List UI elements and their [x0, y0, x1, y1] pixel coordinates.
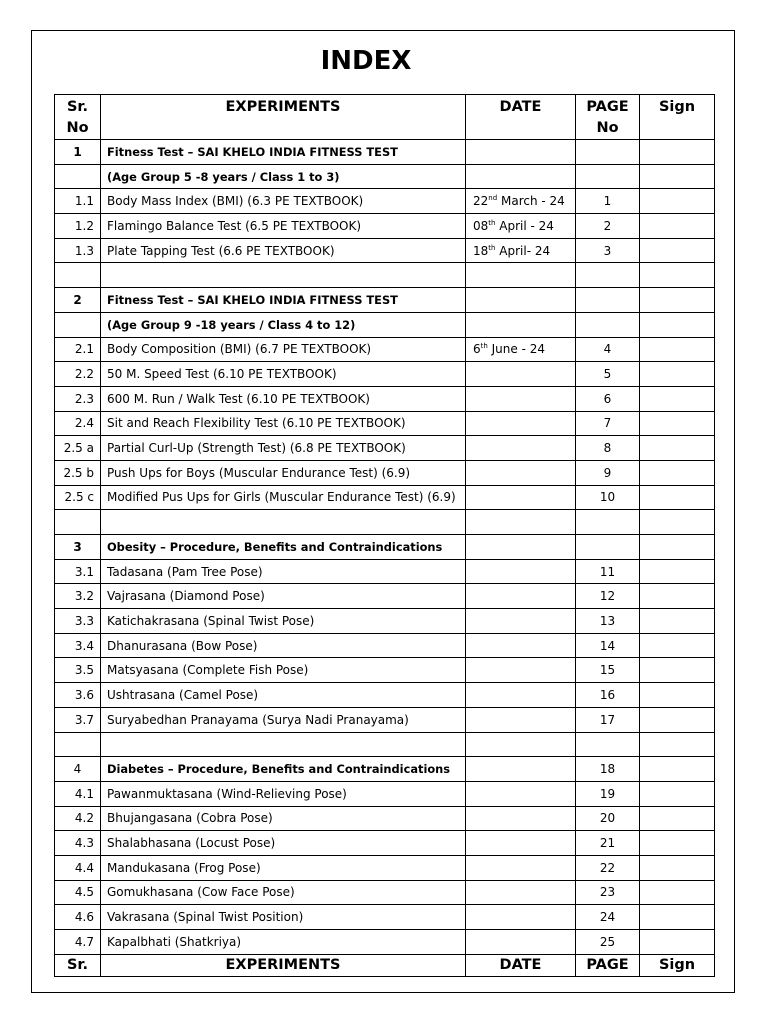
table-row	[55, 312, 715, 337]
date-cell	[466, 880, 576, 905]
page-number-cell	[576, 164, 640, 189]
sr-cell: 4.6	[55, 905, 101, 930]
sr-cell: 3.1	[55, 559, 101, 584]
experiment-cell: Plate Tapping Test (6.6 PE TEXTBOOK)	[101, 238, 466, 263]
sr-cell: 1	[55, 140, 101, 165]
experiment-cell: Kapalbhati (Shatkriya)	[101, 930, 466, 955]
table-row	[55, 411, 715, 436]
index-table	[54, 94, 715, 977]
sign-cell	[640, 460, 715, 485]
date-cell	[466, 781, 576, 806]
date-cell: 6th June - 24	[466, 337, 576, 362]
table-row	[55, 806, 715, 831]
sr-cell: 4.2	[55, 806, 101, 831]
table-row	[55, 584, 715, 609]
page-number-cell: 14	[576, 633, 640, 658]
page-number-cell: 12	[576, 584, 640, 609]
sign-cell	[640, 707, 715, 732]
date-cell: 22nd March - 24	[466, 189, 576, 214]
sign-cell	[640, 559, 715, 584]
sign-cell	[640, 880, 715, 905]
experiment-cell: Tadasana (Pam Tree Pose)	[101, 559, 466, 584]
date-cell	[466, 164, 576, 189]
table-row	[55, 337, 715, 362]
sr-cell: 1.2	[55, 214, 101, 239]
page-number-cell: 20	[576, 806, 640, 831]
experiment-cell: Flamingo Balance Test (6.5 PE TEXTBOOK)	[101, 214, 466, 239]
table-row	[55, 683, 715, 708]
table-row	[55, 214, 715, 239]
table-row	[55, 510, 715, 535]
sr-cell: 1.1	[55, 189, 101, 214]
experiment-cell: Body Mass Index (BMI) (6.3 PE TEXTBOOK)	[101, 189, 466, 214]
page-number-cell: 15	[576, 658, 640, 683]
table-row	[55, 436, 715, 461]
sr-cell: 3.7	[55, 707, 101, 732]
date-cell	[466, 806, 576, 831]
date-cell	[466, 732, 576, 757]
date-cell	[466, 831, 576, 856]
sign-cell	[640, 831, 715, 856]
sr-cell	[55, 510, 101, 535]
sign-cell	[640, 436, 715, 461]
experiment-cell: 600 M. Run / Walk Test (6.10 PE TEXTBOOK)	[101, 386, 466, 411]
date-cell	[466, 386, 576, 411]
sign-cell	[640, 485, 715, 510]
experiment-cell: Fitness Test – SAI KHELO INDIA FITNESS TEST	[101, 288, 466, 313]
date-cell	[466, 436, 576, 461]
page-number-cell	[576, 263, 640, 288]
footer-page: PAGE	[576, 954, 640, 976]
page-number-cell: 24	[576, 905, 640, 930]
date-cell	[466, 683, 576, 708]
sign-cell	[640, 683, 715, 708]
sign-cell	[640, 930, 715, 955]
sign-cell	[640, 238, 715, 263]
table-row	[55, 386, 715, 411]
table-row	[55, 905, 715, 930]
sign-cell	[640, 905, 715, 930]
date-cell	[466, 930, 576, 955]
sign-cell	[640, 288, 715, 313]
sign-cell	[640, 214, 715, 239]
page-number-cell: 19	[576, 781, 640, 806]
date-cell: 08th April - 24	[466, 214, 576, 239]
header-experiments: EXPERIMENTS	[101, 95, 466, 140]
sign-cell	[640, 806, 715, 831]
page-number-cell: 4	[576, 337, 640, 362]
table-row	[55, 263, 715, 288]
sr-cell: 4.1	[55, 781, 101, 806]
page-number-cell: 17	[576, 707, 640, 732]
sr-cell: 2.3	[55, 386, 101, 411]
experiment-cell: Katichakrasana (Spinal Twist Pose)	[101, 609, 466, 634]
date-cell	[466, 707, 576, 732]
date-cell	[466, 140, 576, 165]
experiment-cell: Fitness Test – SAI KHELO INDIA FITNESS TEST	[101, 140, 466, 165]
page-number-cell: 22	[576, 855, 640, 880]
page-number-cell: 23	[576, 880, 640, 905]
page-number-cell	[576, 732, 640, 757]
page-number-cell	[576, 288, 640, 313]
date-cell	[466, 757, 576, 782]
table-row	[55, 288, 715, 313]
sign-cell	[640, 164, 715, 189]
date-cell	[466, 263, 576, 288]
page-number-cell: 8	[576, 436, 640, 461]
experiment-cell: Dhanurasana (Bow Pose)	[101, 633, 466, 658]
experiment-cell: Shalabhasana (Locust Pose)	[101, 831, 466, 856]
page-number-cell: 7	[576, 411, 640, 436]
sign-cell	[640, 855, 715, 880]
experiment-cell	[101, 732, 466, 757]
header-page: PAGE No	[576, 95, 640, 140]
sign-cell	[640, 609, 715, 634]
sr-cell: 3.6	[55, 683, 101, 708]
experiment-cell: Modified Pus Ups for Girls (Muscular Endurance Test) (6.9)	[101, 485, 466, 510]
page-number-cell: 21	[576, 831, 640, 856]
date-cell	[466, 658, 576, 683]
table-row	[55, 140, 715, 165]
sign-cell	[640, 732, 715, 757]
table-row	[55, 707, 715, 732]
date-cell	[466, 535, 576, 560]
sign-cell	[640, 633, 715, 658]
date-cell	[466, 485, 576, 510]
page-number-cell: 25	[576, 930, 640, 955]
date-cell	[466, 633, 576, 658]
page-number-cell	[576, 510, 640, 535]
date-cell	[466, 609, 576, 634]
table-row	[55, 609, 715, 634]
sr-cell: 2.5 b	[55, 460, 101, 485]
header-sign: Sign	[640, 95, 715, 140]
table-row	[55, 164, 715, 189]
sr-cell	[55, 263, 101, 288]
table-row	[55, 559, 715, 584]
table-row	[55, 831, 715, 856]
experiment-cell: Mandukasana (Frog Pose)	[101, 855, 466, 880]
experiment-cell: Vakrasana (Spinal Twist Position)	[101, 905, 466, 930]
page-number-cell: 1	[576, 189, 640, 214]
page-number-cell: 11	[576, 559, 640, 584]
date-cell	[466, 510, 576, 535]
sr-cell: 2	[55, 288, 101, 313]
table-row	[55, 732, 715, 757]
sr-cell: 1.3	[55, 238, 101, 263]
table-row	[55, 757, 715, 782]
page-number-cell: 18	[576, 757, 640, 782]
experiment-cell: Gomukhasana (Cow Face Pose)	[101, 880, 466, 905]
sr-cell: 3.4	[55, 633, 101, 658]
experiment-cell: Ushtrasana (Camel Pose)	[101, 683, 466, 708]
date-cell	[466, 460, 576, 485]
table-row	[55, 485, 715, 510]
page-number-cell	[576, 312, 640, 337]
sr-cell: 2.5 c	[55, 485, 101, 510]
page-number-cell: 13	[576, 609, 640, 634]
date-cell	[466, 584, 576, 609]
sign-cell	[640, 757, 715, 782]
experiment-cell: Push Ups for Boys (Muscular Endurance Test) (6.9)	[101, 460, 466, 485]
date-cell: 18th April- 24	[466, 238, 576, 263]
experiment-cell	[101, 263, 466, 288]
date-cell	[466, 411, 576, 436]
table-row	[55, 781, 715, 806]
footer-row	[55, 954, 715, 976]
experiment-cell: Sit and Reach Flexibility Test (6.10 PE TEXTBOOK)	[101, 411, 466, 436]
experiment-cell: Bhujangasana (Cobra Pose)	[101, 806, 466, 831]
date-cell	[466, 905, 576, 930]
header-sr: Sr. No	[55, 95, 101, 140]
table-row	[55, 189, 715, 214]
sign-cell	[640, 189, 715, 214]
footer-experiments: EXPERIMENTS	[101, 954, 466, 976]
sr-cell	[55, 732, 101, 757]
page-number-cell: 5	[576, 362, 640, 387]
footer-date: DATE	[466, 954, 576, 976]
table-row	[55, 930, 715, 955]
experiment-cell: Body Composition (BMI) (6.7 PE TEXTBOOK)	[101, 337, 466, 362]
sign-cell	[640, 362, 715, 387]
experiment-cell	[101, 510, 466, 535]
table-row	[55, 880, 715, 905]
page-number-cell	[576, 140, 640, 165]
sign-cell	[640, 263, 715, 288]
sr-cell: 3	[55, 535, 101, 560]
experiment-cell: Partial Curl-Up (Strength Test) (6.8 PE TEXTBOOK)	[101, 436, 466, 461]
sign-cell	[640, 337, 715, 362]
sr-cell: 2.4	[55, 411, 101, 436]
sr-cell: 2.5 a	[55, 436, 101, 461]
sign-cell	[640, 411, 715, 436]
sign-cell	[640, 781, 715, 806]
experiment-cell: Diabetes – Procedure, Benefits and Contraindications	[101, 757, 466, 782]
experiment-cell: Vajrasana (Diamond Pose)	[101, 584, 466, 609]
table-row	[55, 633, 715, 658]
table-row	[55, 658, 715, 683]
sign-cell	[640, 386, 715, 411]
date-cell	[466, 559, 576, 584]
sr-cell: 2.2	[55, 362, 101, 387]
experiment-cell: Pawanmuktasana (Wind-Relieving Pose)	[101, 781, 466, 806]
header-row	[55, 95, 715, 140]
experiment-cell: (Age Group 9 -18 years / Class 4 to 12)	[101, 312, 466, 337]
sign-cell	[640, 584, 715, 609]
date-cell	[466, 288, 576, 313]
sign-cell	[640, 658, 715, 683]
sr-cell: 4	[55, 757, 101, 782]
sr-cell: 3.2	[55, 584, 101, 609]
sr-cell: 4.3	[55, 831, 101, 856]
sr-cell	[55, 164, 101, 189]
table-row	[55, 535, 715, 560]
page-number-cell: 16	[576, 683, 640, 708]
date-cell	[466, 362, 576, 387]
table-row	[55, 855, 715, 880]
footer-sign: Sign	[640, 954, 715, 976]
date-cell	[466, 855, 576, 880]
header-date: DATE	[466, 95, 576, 140]
page-title: INDEX	[320, 46, 412, 76]
page-number-cell: 3	[576, 238, 640, 263]
sr-cell: 3.5	[55, 658, 101, 683]
table-row	[55, 460, 715, 485]
footer-sr: Sr.	[55, 954, 101, 976]
sr-cell: 4.4	[55, 855, 101, 880]
page-number-cell: 6	[576, 386, 640, 411]
sign-cell	[640, 312, 715, 337]
sr-cell: 2.1	[55, 337, 101, 362]
experiment-cell: Suryabedhan Pranayama (Surya Nadi Pranayama)	[101, 707, 466, 732]
sign-cell	[640, 535, 715, 560]
sr-cell	[55, 312, 101, 337]
date-cell	[466, 312, 576, 337]
page-number-cell: 9	[576, 460, 640, 485]
sign-cell	[640, 510, 715, 535]
table-row	[55, 362, 715, 387]
page-number-cell: 2	[576, 214, 640, 239]
experiment-cell: Obesity – Procedure, Benefits and Contraindications	[101, 535, 466, 560]
page-number-cell	[576, 535, 640, 560]
experiment-cell: (Age Group 5 -8 years / Class 1 to 3)	[101, 164, 466, 189]
sr-cell: 4.7	[55, 930, 101, 955]
sr-cell: 4.5	[55, 880, 101, 905]
sr-cell: 3.3	[55, 609, 101, 634]
sign-cell	[640, 140, 715, 165]
experiment-cell: Matsyasana (Complete Fish Pose)	[101, 658, 466, 683]
table-body	[55, 140, 715, 955]
table-row	[55, 238, 715, 263]
experiment-cell: 50 M. Speed Test (6.10 PE TEXTBOOK)	[101, 362, 466, 387]
page-number-cell: 10	[576, 485, 640, 510]
